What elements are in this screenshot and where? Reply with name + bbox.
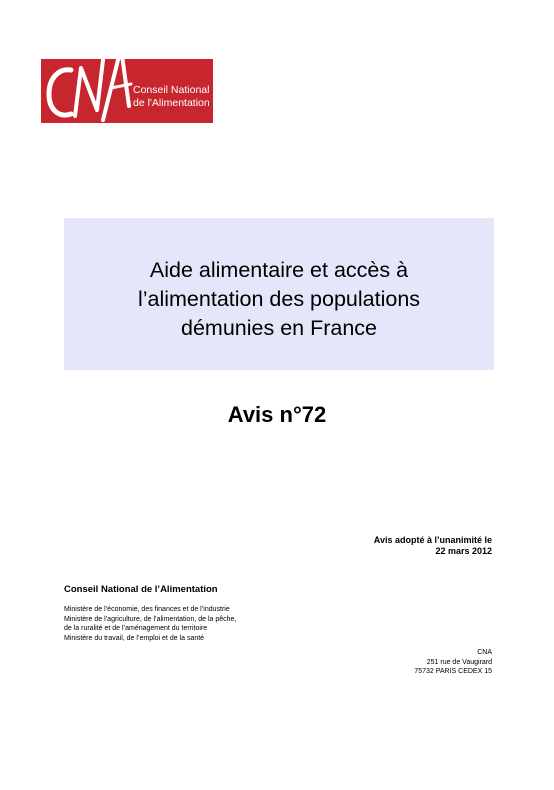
address-line-1: CNA [477,649,492,656]
adoption-line-1: Avis adopté à l’unanimité le [373,535,492,545]
organization-name: Conseil National de l’Alimentation [64,584,218,595]
document-title [64,256,494,343]
logo-text [133,84,210,110]
logo-line-2: de l'Alimentation [133,97,210,109]
cna-monogram-icon [41,44,141,134]
ministry-line: de la ruralité et de l’aménagement du territoire [64,625,208,632]
ministry-line: Ministère de l’agriculture, de l’alimentation, de la pêche, [64,615,237,623]
ministry-line: Ministère de l’économie, des finances et de l’industrie [64,606,230,613]
avis-number: Avis n°72 [227,402,327,427]
address-line-2: 251 rue de Vaugirard [426,658,492,666]
ministry-line: Ministère du travail, de l’emploi et de la santé [64,634,205,642]
title-line-2: l’alimentation des populations [137,287,421,311]
postal-address [414,648,492,677]
address-line-3: 75732 PARIS CEDEX 15 [414,668,492,675]
adoption-statement [374,535,492,557]
title-line-3: démunies en France [181,316,377,340]
ministries-list [64,605,236,643]
logo-line-1: Conseil National [133,84,210,96]
title-line-1: Aide alimentaire et accès à [149,258,409,282]
cna-logo [41,44,215,134]
title-box [64,218,494,370]
adoption-date: 22 mars 2012 [435,546,492,556]
